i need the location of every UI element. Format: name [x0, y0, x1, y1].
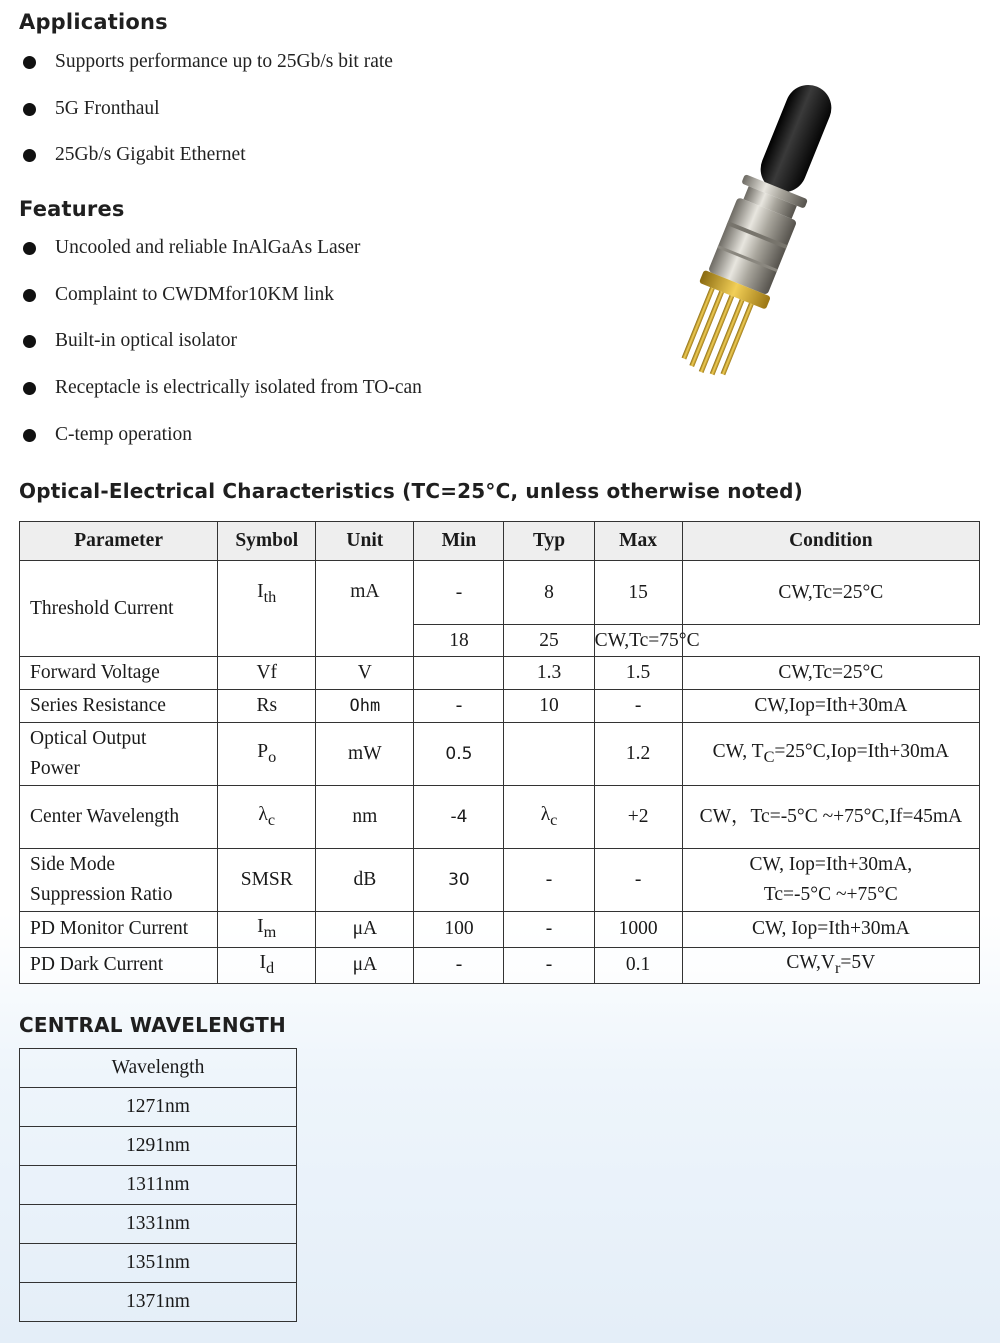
min-cell: - [414, 690, 504, 723]
central-wavelength-heading: CENTRAL WAVELENGTH [19, 1013, 286, 1037]
max-cell: 1.5 [594, 657, 682, 690]
list-item-text: Receptacle is electrically isolated from TO-can [55, 377, 422, 398]
max-cell: 1.2 [594, 723, 682, 786]
condition-cell: CW,Iop=Ith+30mA [682, 690, 979, 723]
bullet-icon [23, 56, 36, 69]
symbol-cell: $P_o$ [218, 723, 316, 786]
column-header: Symbol [218, 522, 316, 561]
laser-diode-receptacle-icon [640, 72, 870, 392]
condition-cell: CW, Iop=Ith+30mA [682, 912, 979, 948]
min-cell: - [414, 561, 504, 625]
condition-cell: CW，Tc=-5°C ~+75°C,If=45mA [682, 786, 979, 849]
condition-cell: CW, Iop=Ith+30mA, Tc=-5°C ~+75°C [682, 849, 979, 912]
column-header: Condition [682, 522, 979, 561]
list-item-text: Complaint to CWDMfor10KM link [55, 284, 334, 305]
parameter-cell: Threshold Current [20, 561, 218, 657]
typ-cell: - [504, 947, 594, 983]
condition-cell: $CW,V_r=5V$ [682, 947, 979, 983]
column-header: Max [594, 522, 682, 561]
wavelength-cell: 1291nm [20, 1127, 297, 1166]
typ-cell [504, 723, 594, 786]
unit-cell: μA [316, 947, 414, 983]
min-cell: - [414, 947, 504, 983]
max-cell: +2 [594, 786, 682, 849]
parameter-cell: Series Resistance [20, 690, 218, 723]
table-row [20, 1166, 297, 1205]
condition-cell: CW, $T_C=25^\circ C,Iop=Ith+30mA$ [682, 723, 979, 786]
symbol-cell: $\lambda_c$ [218, 786, 316, 849]
typ-cell: - [504, 849, 594, 912]
condition-cell: CW,Tc=25°C [682, 561, 979, 625]
characteristics-table [19, 521, 980, 984]
oec-heading: Optical-Electrical Characteristics (TC=25°C, unless otherwise noted) [19, 479, 803, 503]
min-cell [414, 657, 504, 690]
list-item-text: Supports performance up to 25Gb/s bit rate [55, 51, 393, 72]
table-row [20, 1088, 297, 1127]
parameter-cell: Side Mode Suppression Ratio [20, 849, 218, 912]
min-cell: 0.5 [414, 723, 504, 786]
parameter-cell: PD Monitor Current [20, 912, 218, 948]
typ-cell: 8 [504, 561, 594, 625]
wavelength-table [19, 1048, 297, 1322]
wavelength-cell: 1271nm [20, 1088, 297, 1127]
symbol-cell: Rs [218, 690, 316, 723]
max-cell: 1000 [594, 912, 682, 948]
applications-heading: Applications [19, 10, 168, 34]
table-row [20, 849, 980, 912]
list-item-text: C-temp operation [55, 424, 193, 445]
column-header: Min [414, 522, 504, 561]
condition-cell: CW,Tc=75°C [594, 625, 682, 657]
list-item-text: 25Gb/s Gigabit Ethernet [55, 144, 246, 165]
unit-cell: dB [316, 849, 414, 912]
wavelength-cell: 1351nm [20, 1244, 297, 1283]
parameter-cell: Optical Output Power [20, 723, 218, 786]
symbol-cell: Vf [218, 657, 316, 690]
unit-cell: mA [316, 561, 414, 657]
typ-cell: 18 [414, 625, 504, 657]
max-cell: - [594, 849, 682, 912]
table-row [20, 1127, 297, 1166]
max-cell: 0.1 [594, 947, 682, 983]
table-header-row [20, 1049, 297, 1088]
table-row [20, 561, 980, 625]
max-cell: 25 [504, 625, 594, 657]
table-row [20, 786, 980, 849]
unit-cell: μA [316, 912, 414, 948]
list-item-text: Built-in optical isolator [55, 330, 237, 351]
typ-cell: 1.3 [504, 657, 594, 690]
typ-cell: 10 [504, 690, 594, 723]
max-cell: - [594, 690, 682, 723]
bullet-icon [23, 335, 36, 348]
features-heading: Features [19, 197, 125, 221]
table-row [20, 723, 980, 786]
column-header: Wavelength [20, 1049, 297, 1088]
typ-cell: $\lambda_c$ [504, 786, 594, 849]
table-row [20, 1283, 297, 1322]
list-item-text: Uncooled and reliable InAlGaAs Laser [55, 237, 361, 258]
table-row [20, 947, 980, 983]
bullet-icon [23, 149, 36, 162]
bullet-icon [23, 242, 36, 255]
parameter-cell: Forward Voltage [20, 657, 218, 690]
column-header: Parameter [20, 522, 218, 561]
unit-cell: V [316, 657, 414, 690]
min-cell: -4 [414, 786, 504, 849]
wavelength-cell: 1331nm [20, 1205, 297, 1244]
wavelength-cell: 1311nm [20, 1166, 297, 1205]
table-row [20, 1244, 297, 1283]
table-header-row [20, 522, 980, 561]
typ-cell: - [504, 912, 594, 948]
bullet-icon [23, 289, 36, 302]
column-header: Typ [504, 522, 594, 561]
unit-cell: Ohm [316, 690, 414, 723]
table-row [20, 912, 980, 948]
table-row [20, 690, 980, 723]
max-cell: 15 [594, 561, 682, 625]
unit-cell: mW [316, 723, 414, 786]
symbol-cell: $I_m$ [218, 912, 316, 948]
unit-cell: nm [316, 786, 414, 849]
condition-cell: CW,Tc=25°C [682, 657, 979, 690]
list-item-text: 5G Fronthaul [55, 98, 160, 119]
symbol-cell: $I_d$ [218, 947, 316, 983]
wavelength-cell: 1371nm [20, 1283, 297, 1322]
parameter-cell: PD Dark Current [20, 947, 218, 983]
column-header: Unit [316, 522, 414, 561]
bullet-icon [23, 382, 36, 395]
parameter-cell: Center Wavelength [20, 786, 218, 849]
symbol-cell: SMSR [218, 849, 316, 912]
min-cell: 100 [414, 912, 504, 948]
min-cell: 30 [414, 849, 504, 912]
table-row [20, 657, 980, 690]
bullet-icon [23, 103, 36, 116]
bullet-icon [23, 429, 36, 442]
symbol-cell: $I_{th}$ [218, 561, 316, 657]
table-row [20, 1205, 297, 1244]
